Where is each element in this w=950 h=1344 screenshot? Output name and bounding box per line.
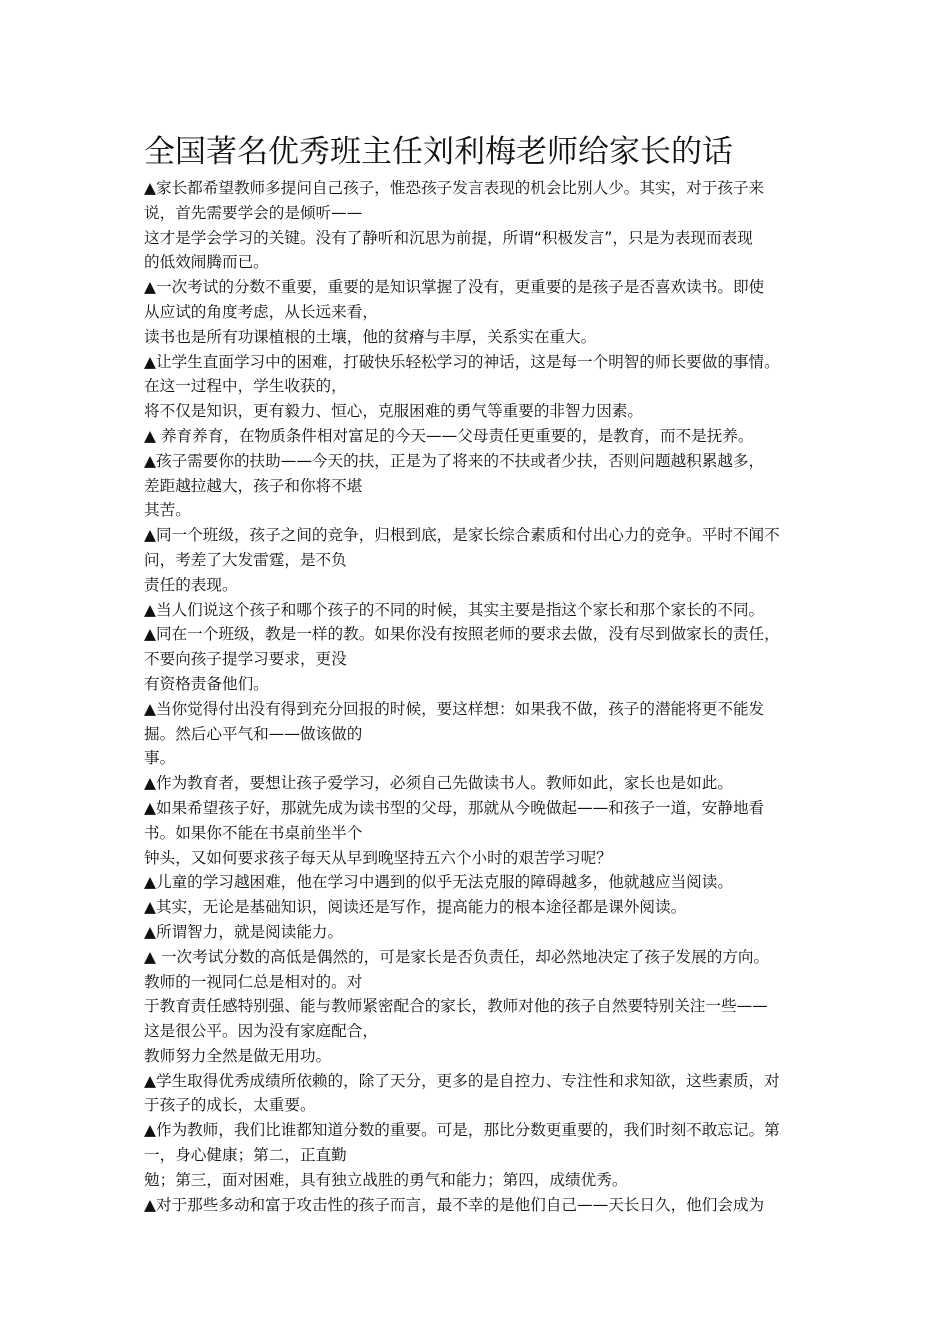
document-body [144,176,824,1217]
text-line: 其苦。 [144,501,191,520]
text-line: 的低效闹腾而已。 [144,253,269,272]
text-line: ▲儿童的学习越困难，他在学习中遇到的似乎无法克服的障碍越多，他就越应当阅读。 [144,873,733,892]
text-line: 于孩子的成长，太重要。 [144,1096,316,1115]
text-line: 差距越拉越大，孩子和你将不堪 [144,476,363,495]
text-line: 掘。然后心平气和——做该做的 [144,724,363,743]
text-line: 在这一过程中，学生收获的， [144,377,347,396]
text-line: ▲学生取得优秀成绩所依赖的，除了天分，更多的是自控力、专注性和求知欲，这些素质，对 [144,1071,780,1090]
text-line: ▲ 一次考试分数的高低是偶然的，可是家长是否负责任，却必然地决定了孩子发展的方向。 [144,947,770,966]
text-line: 于教育责任感特别强、能与教师紧密配合的家长，教师对他的孩子自然要特别关注一些—— [144,997,768,1016]
text-line: 钟头，又如何要求孩子每天从早到晚坚持五六个小时的艰苦学习呢？ [144,848,612,867]
text-line: 事。 [144,749,176,768]
text-line: 读书也是所有功课植根的土壤，他的贫瘠与丰厚，关系实在重大。 [144,327,597,346]
text-line: ▲对于那些多动和富于攻击性的孩子而言，最不幸的是他们自己——天长日久，他们会成为 [144,1195,765,1214]
text-line: 从应试的角度考虑，从长远来看， [144,302,378,321]
document-page [144,130,824,1217]
text-line: ▲让学生直面学习中的困难，打破快乐轻松学习的神话，这是每一个明智的师长要做的事情。 [144,352,780,371]
text-line: ▲当你觉得付出没有得到充分回报的时候，要这样想：如果我不做，孩子的潜能将更不能发 [144,699,765,718]
text-line: ▲孩子需要你的扶助——今天的扶，正是为了将来的不扶或者少扶，否则问题越积累越多， [144,451,765,470]
text-line: ▲ 养育养育，在物质条件相对富足的今天——父母责任更重要的，是教育，而不是抚养。 [144,426,754,445]
text-line: ▲同在一个班级，教是一样的教。如果你没有按照老师的要求去做，没有尽到做家长的责任， [144,625,780,644]
text-line: 书。如果你不能在书桌前坐半个 [144,823,363,842]
text-line: 一，身心健康；第二，正直勤 [144,1146,347,1165]
text-line: ▲家长都希望教师多提问自己孩子，惟恐孩子发言表现的机会比别人少。其实，对于孩子来 [144,179,765,197]
text-line: 问，考差了大发雷霆，是不负 [144,550,347,569]
text-line: 说，首先需要学会的是倾听—— [144,203,363,222]
text-line: 不要向孩子提学习要求，更没 [144,650,347,669]
text-line: ▲其实，无论是基础知识，阅读还是写作，提高能力的根本途径都是课外阅读。 [144,898,687,917]
text-line: ▲当人们说这个孩子和哪个孩子的不同的时候，其实主要是指这个家长和那个家长的不同。 [144,600,765,619]
text-line: 勉；第三，面对困难，具有独立战胜的勇气和能力；第四，成绩优秀。 [144,1170,628,1189]
text-line: ▲一次考试的分数不重要，重要的是知识掌握了没有，更重要的是孩子是否喜欢读书。即使 [144,278,765,297]
text-line: 教师努力全然是做无用功。 [144,1046,332,1065]
text-line: 这才是学会学习的关键。没有了静听和沉思为前提，所谓“积极发言”，只是为表现而表现 [144,228,753,247]
text-line: 教师的一视同仁总是相对的。对 [144,972,363,991]
text-line: ▲同一个班级，孩子之间的竞争，归根到底，是家长综合素质和付出心力的竞争。平时不闻不 [144,526,780,545]
text-line: ▲作为教师，我们比谁都知道分数的重要。可是，那比分数更重要的，我们时刻不敢忘记。第 [144,1121,780,1140]
text-line: 有资格责备他们。 [144,674,269,693]
text-line: 将不仅是知识，更有毅力、恒心，克服困难的勇气等重要的非智力因素。 [144,402,644,421]
text-line: ▲作为教育者，要想让孩子爱学习，必须自己先做读书人。教师如此，家长也是如此。 [144,774,733,793]
text-line: ▲如果希望孩子好，那就先成为读书型的父母，那就从今晚做起——和孩子一道，安静地看 [144,798,765,817]
text-line: 这是很公平。因为没有家庭配合， [144,1022,378,1041]
text-line: ▲所谓智力，就是阅读能力。 [144,922,344,941]
document-title: 全国著名优秀班主任刘利梅老师给家长的话 [144,134,733,170]
text-line: 责任的表现。 [144,575,238,594]
